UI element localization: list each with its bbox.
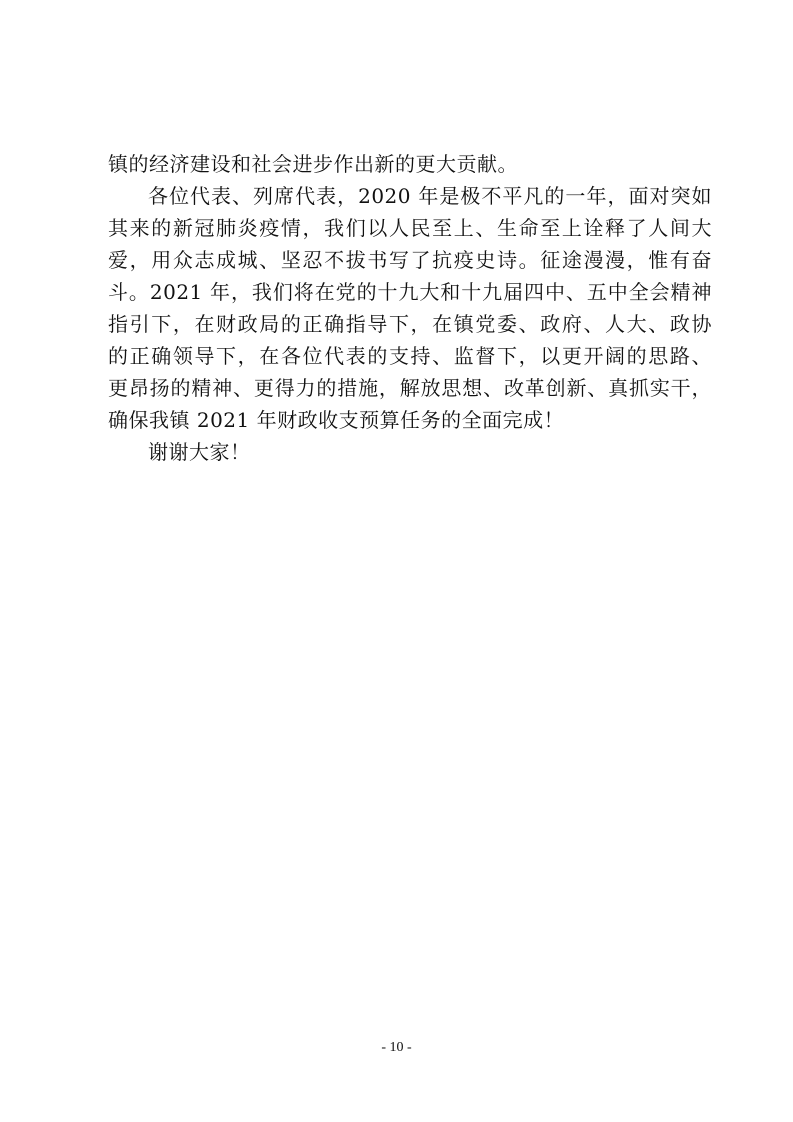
paragraph-2-line-8: 确保我镇 2021 年财政收支预算任务的全面完成！ — [108, 408, 565, 432]
paragraph-3-line-1: 谢谢大家！ — [148, 440, 251, 464]
paragraph-2-line-7: 更昂扬的精神、更得力的措施，解放思想、改革创新、真抓实干， — [108, 376, 712, 400]
page-number: - 10 - — [381, 1040, 412, 1055]
paragraph-2-line-3: 爱，用众志成城、坚忍不拔书写了抗疫史诗。征途漫漫，惟有奋 — [108, 248, 712, 272]
paragraph-2-line-1: 各位代表、列席代表，2020 年是极不平凡的一年，面对突如 — [148, 184, 712, 208]
paragraph-2-line-2: 其来的新冠肺炎疫情，我们以人民至上、生命至上诠释了人间大 — [108, 216, 712, 240]
paragraph-2-line-6: 的正确领导下，在各位代表的支持、监督下，以更开阔的思路、 — [108, 344, 712, 368]
paragraph-2-line-4: 斗。2021 年，我们将在党的十九大和十九届四中、五中全会精神 — [108, 280, 712, 304]
body-text — [108, 148, 712, 468]
paragraph-2-line-5: 指引下，在财政局的正确指导下，在镇党委、政府、人大、政协 — [108, 312, 712, 336]
paragraph-1-line-1: 镇的经济建设和社会进步作出新的更大贡献。 — [108, 152, 518, 176]
